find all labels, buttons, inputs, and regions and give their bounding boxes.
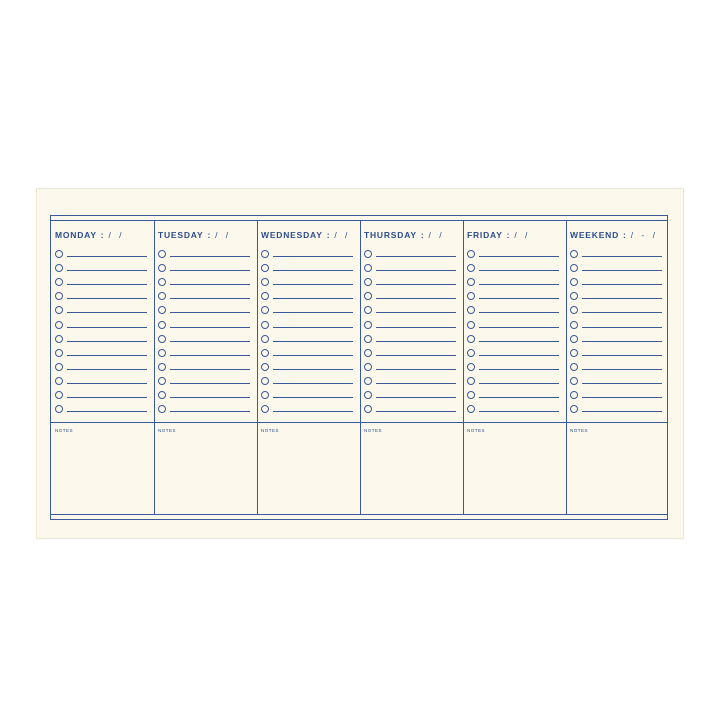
checkbox-circle-icon[interactable] [55, 264, 63, 272]
notes-label: NOTES [55, 428, 74, 433]
task-line[interactable] [170, 312, 250, 313]
task-row[interactable] [467, 390, 559, 400]
task-row[interactable] [364, 362, 456, 372]
day-name: FRIDAY [467, 230, 503, 240]
task-line[interactable] [67, 369, 147, 370]
task-line[interactable] [479, 270, 559, 271]
task-row[interactable] [55, 277, 147, 287]
column-divider [257, 220, 258, 515]
task-line[interactable] [273, 397, 353, 398]
task-line[interactable] [67, 341, 147, 342]
checkbox-circle-icon[interactable] [261, 363, 269, 371]
task-line[interactable] [582, 284, 662, 285]
day-heading [570, 230, 658, 240]
checkbox-circle-icon[interactable] [467, 377, 475, 385]
task-line[interactable] [479, 383, 559, 384]
checkbox-circle-icon[interactable] [467, 250, 475, 258]
task-row[interactable] [364, 249, 456, 259]
checkbox-circle-icon[interactable] [55, 278, 63, 286]
task-row[interactable] [261, 404, 353, 414]
task-row[interactable] [158, 249, 250, 259]
checkbox-circle-icon[interactable] [467, 306, 475, 314]
column-divider [360, 220, 361, 515]
task-line[interactable] [479, 312, 559, 313]
task-row[interactable] [467, 305, 559, 315]
checkbox-circle-icon[interactable] [364, 292, 372, 300]
task-row[interactable] [158, 334, 250, 344]
task-line[interactable] [376, 270, 456, 271]
task-row[interactable] [570, 390, 662, 400]
task-row[interactable] [364, 277, 456, 287]
task-row[interactable] [261, 277, 353, 287]
checkbox-circle-icon[interactable] [158, 250, 166, 258]
task-line[interactable] [582, 327, 662, 328]
task-line[interactable] [67, 284, 147, 285]
checkbox-circle-icon[interactable] [570, 405, 578, 413]
task-row[interactable] [55, 376, 147, 386]
checkbox-circle-icon[interactable] [364, 405, 372, 413]
checkbox-circle-icon[interactable] [570, 292, 578, 300]
task-line[interactable] [582, 298, 662, 299]
planner-frame [50, 215, 668, 520]
task-line[interactable] [582, 270, 662, 271]
task-line[interactable] [479, 355, 559, 356]
day-date-field[interactable]: / / [514, 230, 531, 240]
task-row[interactable] [261, 334, 353, 344]
task-line[interactable] [582, 341, 662, 342]
task-line[interactable] [582, 411, 662, 412]
task-row[interactable] [158, 348, 250, 358]
task-row[interactable] [467, 348, 559, 358]
task-line[interactable] [170, 341, 250, 342]
day-heading [55, 230, 125, 240]
task-row[interactable] [55, 305, 147, 315]
task-row[interactable] [364, 376, 456, 386]
task-row[interactable] [467, 404, 559, 414]
task-row[interactable] [467, 320, 559, 330]
checkbox-circle-icon[interactable] [570, 335, 578, 343]
checkbox-circle-icon[interactable] [158, 405, 166, 413]
column-divider [154, 220, 155, 515]
task-row[interactable] [261, 249, 353, 259]
day-date-field[interactable]: / - / [630, 230, 658, 240]
planner-sheet [37, 189, 683, 538]
checkbox-circle-icon[interactable] [364, 391, 372, 399]
task-line[interactable] [582, 383, 662, 384]
notes-label: NOTES [158, 428, 177, 433]
task-row[interactable] [158, 320, 250, 330]
task-row[interactable] [158, 404, 250, 414]
task-line[interactable] [376, 312, 456, 313]
task-line[interactable] [170, 383, 250, 384]
checkbox-circle-icon[interactable] [364, 306, 372, 314]
checkbox-circle-icon[interactable] [467, 321, 475, 329]
task-row[interactable] [467, 334, 559, 344]
task-line[interactable] [479, 284, 559, 285]
checkbox-circle-icon[interactable] [261, 405, 269, 413]
checkbox-circle-icon[interactable] [158, 292, 166, 300]
day-date-field[interactable]: / / [334, 230, 351, 240]
checkbox-circle-icon[interactable] [158, 278, 166, 286]
task-line[interactable] [376, 284, 456, 285]
task-line[interactable] [67, 298, 147, 299]
notes-label: NOTES [261, 428, 280, 433]
checkbox-circle-icon[interactable] [364, 321, 372, 329]
task-line[interactable] [67, 383, 147, 384]
checkbox-circle-icon[interactable] [364, 278, 372, 286]
task-row[interactable] [570, 404, 662, 414]
task-row[interactable] [55, 362, 147, 372]
day-column-thursday [360, 220, 463, 515]
checkbox-circle-icon[interactable] [467, 292, 475, 300]
checkbox-circle-icon[interactable] [467, 335, 475, 343]
checkbox-circle-icon[interactable] [55, 306, 63, 314]
task-row[interactable] [364, 404, 456, 414]
day-column-wednesday [257, 220, 360, 515]
day-name: WEEKEND [570, 230, 620, 240]
task-row[interactable] [55, 390, 147, 400]
task-row[interactable] [261, 291, 353, 301]
checkbox-circle-icon[interactable] [570, 377, 578, 385]
task-row[interactable] [570, 277, 662, 287]
day-separator: : [623, 230, 627, 240]
task-row[interactable] [570, 376, 662, 386]
checkbox-circle-icon[interactable] [55, 363, 63, 371]
day-column-weekend [566, 220, 669, 515]
day-date-field[interactable]: / / [428, 230, 445, 240]
checkbox-circle-icon[interactable] [158, 377, 166, 385]
task-row[interactable] [364, 305, 456, 315]
task-row[interactable] [570, 305, 662, 315]
task-line[interactable] [376, 298, 456, 299]
checkbox-circle-icon[interactable] [55, 405, 63, 413]
task-line[interactable] [479, 298, 559, 299]
checkbox-circle-icon[interactable] [55, 250, 63, 258]
checkbox-circle-icon[interactable] [55, 335, 63, 343]
task-row[interactable] [364, 291, 456, 301]
task-row[interactable] [570, 348, 662, 358]
day-name: WEDNESDAY [261, 230, 323, 240]
task-line[interactable] [67, 411, 147, 412]
task-row[interactable] [55, 348, 147, 358]
task-line[interactable] [67, 256, 147, 257]
task-line[interactable] [479, 397, 559, 398]
day-heading [364, 230, 445, 240]
checkbox-circle-icon[interactable] [364, 377, 372, 385]
task-line[interactable] [67, 270, 147, 271]
task-line[interactable] [273, 383, 353, 384]
checkbox-circle-icon[interactable] [55, 349, 63, 357]
day-name: MONDAY [55, 230, 97, 240]
task-row[interactable] [158, 362, 250, 372]
day-separator: : [207, 230, 212, 240]
checkbox-circle-icon[interactable] [158, 335, 166, 343]
day-name: TUESDAY [158, 230, 204, 240]
task-line[interactable] [376, 341, 456, 342]
checkbox-circle-icon[interactable] [364, 264, 372, 272]
checkbox-circle-icon[interactable] [261, 292, 269, 300]
task-line[interactable] [376, 411, 456, 412]
task-line[interactable] [376, 327, 456, 328]
task-row[interactable] [467, 277, 559, 287]
checkbox-circle-icon[interactable] [570, 250, 578, 258]
checkbox-circle-icon[interactable] [261, 321, 269, 329]
notes-label: NOTES [570, 428, 589, 433]
day-heading [467, 230, 530, 240]
checkbox-circle-icon[interactable] [158, 349, 166, 357]
task-line[interactable] [273, 327, 353, 328]
checkbox-circle-icon[interactable] [570, 363, 578, 371]
task-row[interactable] [261, 305, 353, 315]
task-row[interactable] [261, 376, 353, 386]
checkbox-circle-icon[interactable] [158, 391, 166, 399]
column-divider [463, 220, 464, 515]
task-row[interactable] [158, 263, 250, 273]
checkbox-circle-icon[interactable] [55, 321, 63, 329]
day-date-field[interactable]: / / [108, 230, 125, 240]
task-row[interactable] [467, 376, 559, 386]
task-line[interactable] [170, 397, 250, 398]
day-heading [158, 230, 231, 240]
task-row[interactable] [261, 263, 353, 273]
checkbox-circle-icon[interactable] [570, 321, 578, 329]
task-row[interactable] [364, 390, 456, 400]
task-line[interactable] [479, 256, 559, 257]
day-column-monday [51, 220, 154, 515]
task-line[interactable] [376, 397, 456, 398]
checkbox-circle-icon[interactable] [467, 391, 475, 399]
task-line[interactable] [582, 355, 662, 356]
day-column-tuesday [154, 220, 257, 515]
checkbox-circle-icon[interactable] [261, 278, 269, 286]
task-line[interactable] [170, 256, 250, 257]
day-date-field[interactable]: / / [215, 230, 232, 240]
task-line[interactable] [170, 284, 250, 285]
task-row[interactable] [467, 249, 559, 259]
task-line[interactable] [273, 341, 353, 342]
task-line[interactable] [273, 298, 353, 299]
checkbox-circle-icon[interactable] [364, 250, 372, 258]
task-line[interactable] [479, 411, 559, 412]
task-row[interactable] [261, 390, 353, 400]
checkbox-circle-icon[interactable] [261, 335, 269, 343]
task-line[interactable] [67, 397, 147, 398]
task-row[interactable] [467, 362, 559, 372]
task-line[interactable] [582, 312, 662, 313]
checkbox-circle-icon[interactable] [261, 306, 269, 314]
task-row[interactable] [261, 348, 353, 358]
task-row[interactable] [158, 376, 250, 386]
task-line[interactable] [582, 256, 662, 257]
day-separator: : [100, 230, 105, 240]
day-name: THURSDAY [364, 230, 417, 240]
task-line[interactable] [67, 355, 147, 356]
notes-label: NOTES [364, 428, 383, 433]
task-row[interactable] [261, 362, 353, 372]
task-row[interactable] [55, 320, 147, 330]
task-row[interactable] [55, 404, 147, 414]
task-row[interactable] [364, 334, 456, 344]
task-line[interactable] [376, 355, 456, 356]
checkbox-circle-icon[interactable] [467, 264, 475, 272]
task-row[interactable] [158, 291, 250, 301]
task-line[interactable] [376, 383, 456, 384]
checkbox-circle-icon[interactable] [570, 264, 578, 272]
day-separator: : [420, 230, 425, 240]
task-row[interactable] [55, 334, 147, 344]
task-row[interactable] [570, 249, 662, 259]
task-row[interactable] [570, 291, 662, 301]
task-row[interactable] [261, 320, 353, 330]
task-line[interactable] [376, 369, 456, 370]
day-separator: : [326, 230, 331, 240]
task-line[interactable] [273, 411, 353, 412]
checkbox-circle-icon[interactable] [467, 405, 475, 413]
task-row[interactable] [364, 263, 456, 273]
notes-label: NOTES [467, 428, 486, 433]
task-line[interactable] [273, 284, 353, 285]
checkbox-circle-icon[interactable] [261, 264, 269, 272]
task-line[interactable] [67, 312, 147, 313]
checkbox-circle-icon[interactable] [55, 377, 63, 385]
day-heading [261, 230, 350, 240]
task-row[interactable] [158, 305, 250, 315]
day-column-friday [463, 220, 566, 515]
checkbox-circle-icon[interactable] [158, 306, 166, 314]
checkbox-circle-icon[interactable] [261, 377, 269, 385]
checkbox-circle-icon[interactable] [158, 363, 166, 371]
task-line[interactable] [170, 369, 250, 370]
task-line[interactable] [582, 369, 662, 370]
task-line[interactable] [273, 270, 353, 271]
task-line[interactable] [376, 256, 456, 257]
day-separator: : [506, 230, 511, 240]
task-line[interactable] [170, 327, 250, 328]
task-row[interactable] [570, 362, 662, 372]
checkbox-circle-icon[interactable] [261, 349, 269, 357]
task-row[interactable] [55, 249, 147, 259]
checkbox-circle-icon[interactable] [158, 264, 166, 272]
task-line[interactable] [273, 369, 353, 370]
task-row[interactable] [467, 263, 559, 273]
task-row[interactable] [364, 320, 456, 330]
checkbox-circle-icon[interactable] [467, 349, 475, 357]
task-row[interactable] [570, 263, 662, 273]
task-line[interactable] [170, 270, 250, 271]
task-row[interactable] [158, 390, 250, 400]
task-row[interactable] [55, 291, 147, 301]
task-line[interactable] [479, 369, 559, 370]
checkbox-circle-icon[interactable] [364, 363, 372, 371]
checkbox-circle-icon[interactable] [570, 349, 578, 357]
checkbox-circle-icon[interactable] [364, 335, 372, 343]
checkbox-circle-icon[interactable] [55, 391, 63, 399]
task-line[interactable] [170, 411, 250, 412]
checkbox-circle-icon[interactable] [467, 278, 475, 286]
task-line[interactable] [582, 397, 662, 398]
task-line[interactable] [273, 312, 353, 313]
task-line[interactable] [170, 355, 250, 356]
task-line[interactable] [67, 327, 147, 328]
task-row[interactable] [467, 291, 559, 301]
task-row[interactable] [364, 348, 456, 358]
task-row[interactable] [55, 263, 147, 273]
task-row[interactable] [158, 277, 250, 287]
task-line[interactable] [479, 327, 559, 328]
checkbox-circle-icon[interactable] [158, 321, 166, 329]
task-row[interactable] [570, 334, 662, 344]
task-line[interactable] [479, 341, 559, 342]
checkbox-circle-icon[interactable] [467, 363, 475, 371]
task-line[interactable] [273, 355, 353, 356]
checkbox-circle-icon[interactable] [261, 391, 269, 399]
checkbox-circle-icon[interactable] [570, 306, 578, 314]
column-divider [566, 220, 567, 515]
task-line[interactable] [273, 256, 353, 257]
checkbox-circle-icon[interactable] [55, 292, 63, 300]
task-line[interactable] [170, 298, 250, 299]
checkbox-circle-icon[interactable] [364, 349, 372, 357]
checkbox-circle-icon[interactable] [570, 391, 578, 399]
task-row[interactable] [570, 320, 662, 330]
checkbox-circle-icon[interactable] [261, 250, 269, 258]
checkbox-circle-icon[interactable] [570, 278, 578, 286]
